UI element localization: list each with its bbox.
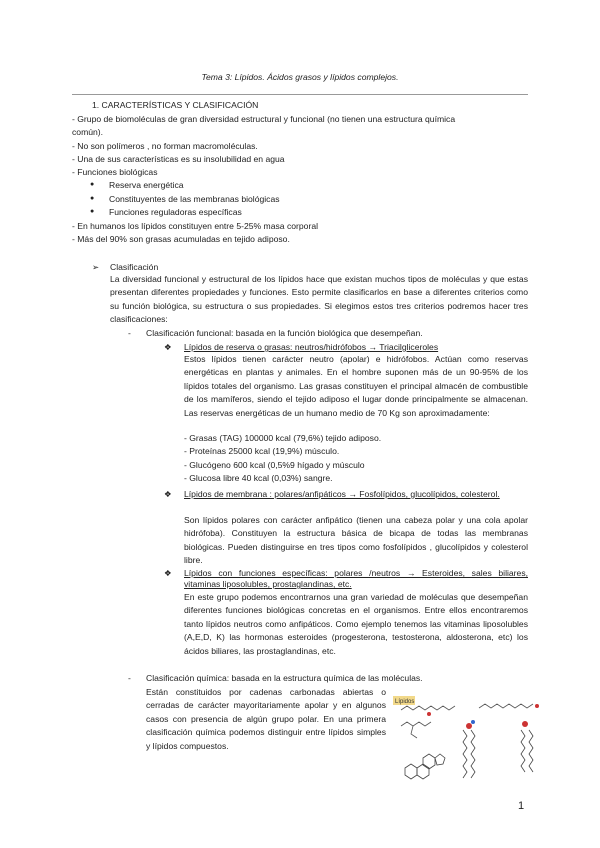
function-item: Reserva energética <box>109 180 184 190</box>
intro-line-3: - No son polímeros , no forman macromoléculas. <box>72 141 258 151</box>
bullet-dot: ● <box>90 208 95 215</box>
section-heading: 1. CARACTERÍSTICAS Y CLASIFICACIÓN <box>92 100 259 110</box>
intro-line-5: - Funciones biológicas <box>72 167 158 177</box>
extra-line-1: - En humanos los lípidos constituyen entre 5-25% masa corporal <box>72 221 319 231</box>
arrow-marker: ➢ <box>92 262 100 272</box>
intro-line-4: - Una de sus características es su insolubilidad en agua <box>72 154 285 164</box>
page-number: 1 <box>518 800 525 812</box>
intro-line-2: común). <box>72 127 104 137</box>
funcional-heading: Clasificación funcional: basada en la función biológica que desempeñan. <box>146 328 423 338</box>
membrana-text: Son lípidos polares con carácter anfipático (tienen una cabeza polar y una cola apolar hidrófoba). Constituyen la estructura básica de bicapa de todas las membranas biológicas. Pueden distinguirse en tres tipos como fosfolípidos , glucolípidos y colesterol libre. <box>184 515 528 566</box>
branched-lipid-structure <box>401 722 431 738</box>
function-item: Funciones reguladoras específicas <box>109 207 242 217</box>
bullet-dot: ● <box>90 195 95 202</box>
diamond-marker: ❖ <box>164 489 172 499</box>
document-title: Tema 3: Lípidos. Ácidos grasos y lípidos complejos. <box>201 72 399 82</box>
quimica-text: Están constituidos por cadenas carbonadas abiertas o cerradas de carácter mayoritariamente apolar y en algunos casos con presencia de algún grupo polar. En una primera clasificación química podemos distinguir entre lípidos simples y lípidos compuestos. <box>146 687 386 751</box>
especificas-title: Lípidos con funciones específicas: polares /neutros → Esteroides, sales biliares, vitaminas liposolubles, prostaglandinas, etc. <box>184 568 528 589</box>
reserva-item: - Proteínas 25000 kcal (19,9%) músculo. <box>184 446 340 456</box>
steroid-ring-structure <box>405 754 445 779</box>
diamond-marker: ❖ <box>164 568 172 578</box>
reserva-item: - Grasas (TAG) 100000 kcal (79,6%) tejido adiposo. <box>184 433 382 443</box>
especificas-text: En este grupo podemos encontrarnos una gran variedad de moléculas que desempeñan diferentes funciones biológicas concretas en el organismos. Entre ellos encontraremos tanto lípidos neutros como anfipáticos. Como ejemplo tenemos las vitaminas liposolubles (A,E,D, K) las hormonas esteroides (progesterona, testosterona, aldosterona, etc) los ácidos biliares, las prostaglandinas, etc. <box>184 592 528 656</box>
dash-marker: - <box>128 673 131 683</box>
extra-line-2: - Más del 90% son grasas acumuladas en tejido adiposo. <box>72 234 290 244</box>
membrana-title: Lípidos de membrana : polares/anfipáticos → Fosfolípidos, glucolípidos, colesterol. <box>184 489 500 499</box>
reserva-item: - Glucosa libre 40 kcal (0,03%) sangre. <box>184 473 333 483</box>
intro-line-1: - Grupo de biomoléculas de gran diversidad estructural y funcional (no tienen una estructura química <box>72 114 456 124</box>
title-divider <box>72 94 528 95</box>
dash-marker: - <box>128 328 131 338</box>
reserva-text: Estos lípidos tienen carácter neutro (apolar) e hidrófobos. Actúan como reservas energéticas en plantas y animales. En el hombre suponen más de un 90-95% de los lípidos totales del organismo. Las grasas constituyen el principal almacén de combustible de los mamíferos, siendo el tejido adiposo el lugar donde principalmente se almacenan. Las reservas energéticas de un humano medio de 70 Kg son aproximadamente: <box>184 354 528 418</box>
phospholipid-structure <box>463 720 475 778</box>
figure-label: Lípidos <box>395 699 415 705</box>
reserva-title: Lípidos de reserva o grasas: neutros/hidrófobos → Triacilgliceroles <box>184 342 439 352</box>
clasificacion-intro: La diversidad funcional y estructural de los lípidos hace que existan muchos tipos de moléculas y que estas presentan diferentes propiedades y funciones. Esto permite clasificarlos en base a diferentes criterios como su función biológica, su estructura o sus propiedades. Si elegimos estos tres criterios podremos hacer tres clasificaciones: <box>110 274 528 325</box>
function-item: Constituyentes de las membranas biológicas <box>109 194 280 204</box>
glycolipid-structure <box>521 721 533 772</box>
clasificacion-heading: Clasificación <box>110 262 159 272</box>
bullet-dot: ● <box>90 181 95 188</box>
diamond-marker: ❖ <box>164 342 172 352</box>
reserva-item: - Glucógeno 600 kcal (0,5%9 hígado y músculo <box>184 460 365 470</box>
lipid-structures-figure <box>393 696 553 800</box>
quimica-heading: Clasificación química: basada en la estructura química de las moléculas. <box>146 673 423 683</box>
fatty-acid-structure <box>401 704 539 716</box>
